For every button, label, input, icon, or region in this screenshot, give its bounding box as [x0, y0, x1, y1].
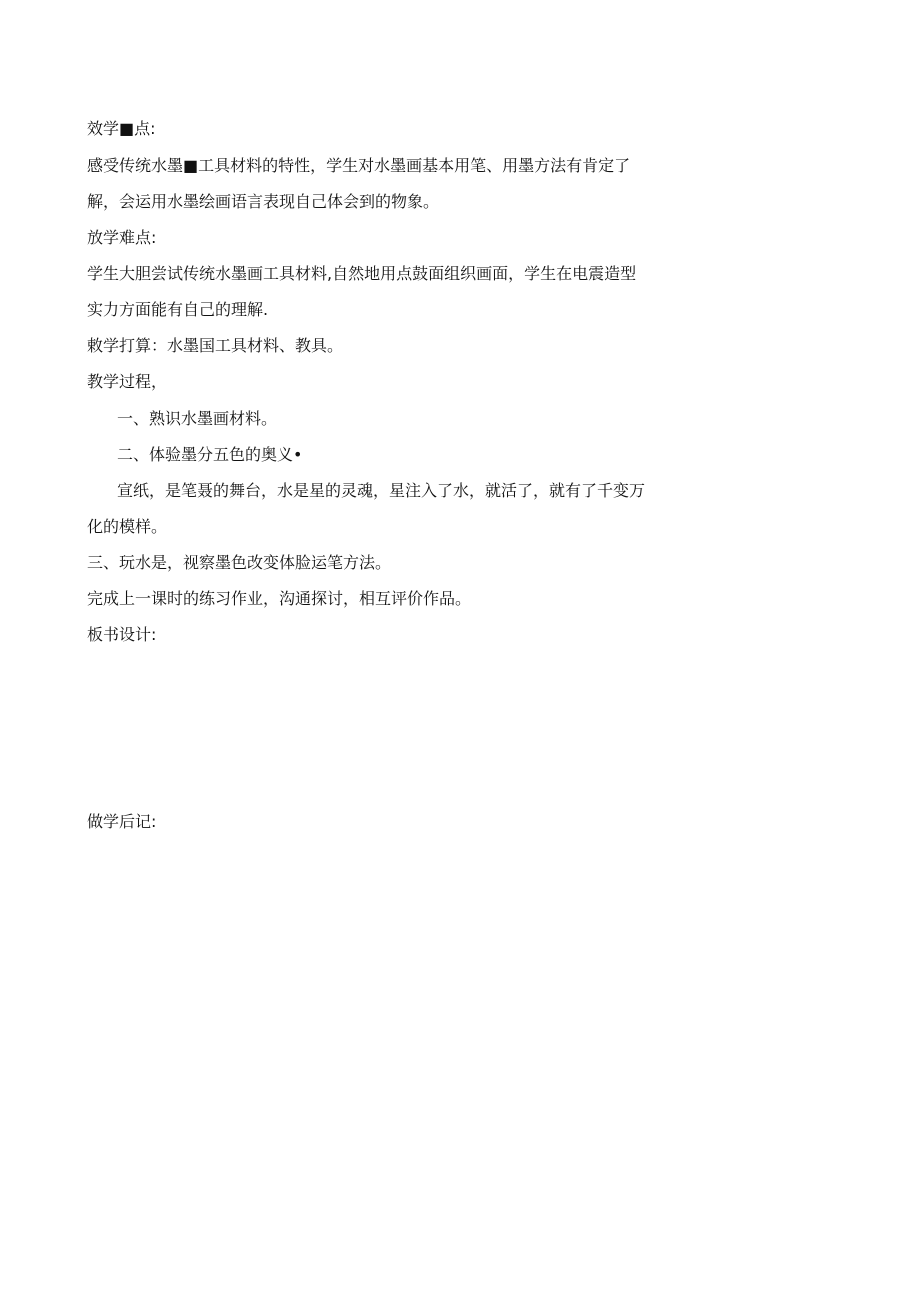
step-one: 一、熟识水墨画材料。	[117, 409, 278, 428]
paragraph-line-1: 宣纸，是笔聂的舞台，水是星的灵魂，星注入了水，就活了，就有了千变万	[117, 481, 646, 500]
difficulty-line-1: 学生大胆尝试传统水墨画工具材料,自然地用点鼓面组织画面，学生在电震造型	[87, 264, 637, 283]
step-two: 二、体验墨分五色的奥义•	[117, 445, 303, 464]
preparation-line: 敕学打算：水墨国工具材料、教具。	[87, 336, 344, 355]
afterword-heading: 做学后记:	[87, 812, 157, 831]
homework-line: 完成上一课时的练习作业，沟通探讨，相互评价作品。	[87, 589, 472, 608]
process-heading: 教学过程，	[87, 372, 168, 391]
board-design-heading: 板书设计:	[87, 625, 157, 644]
paragraph-line-2: 化的模样。	[87, 517, 168, 536]
key-points-heading: 效学■点:	[87, 119, 156, 138]
key-points-line-2: 解，会运用水墨绘画语言表现自己体会到的物象。	[87, 192, 440, 211]
difficulty-line-2: 实力方面能有自己的理解.	[87, 300, 269, 319]
difficulty-heading: 放学难点:	[87, 228, 157, 247]
key-points-line-1: 感受传统水墨■工具材料的特性，学生对水墨画基本用笔、用墨方法有肯定了	[87, 156, 631, 175]
step-three: 三、玩水是，视察墨色改变体脸运笔方法。	[87, 553, 392, 572]
